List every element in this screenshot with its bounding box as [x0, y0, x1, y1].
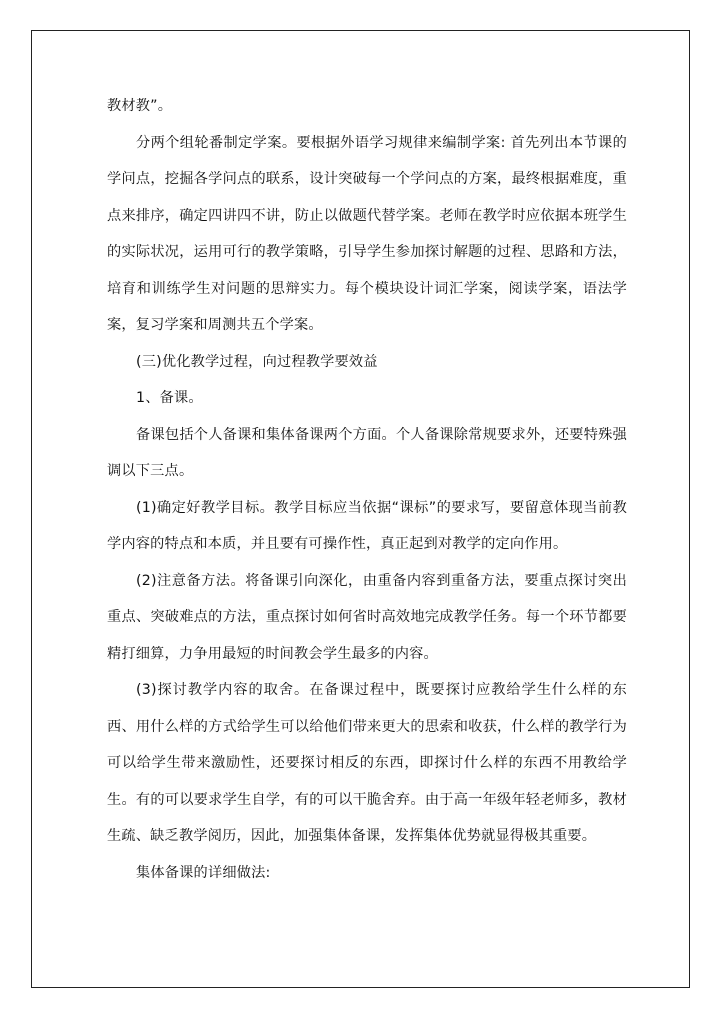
section-heading-optimize-teaching: (三)优化教学过程，向过程教学要效益	[136, 353, 378, 370]
paragraph-point-3-content: (3)探讨教学内容的取舍。在备课过程中，既要探讨应教给学生什么样的东西、用什么样的方式给学生可以给他们带来更大的思索和收获，什么样的教学行为可以给学生带来激励性，还要探讨相反的东西，即探讨什么样的东西不用教给学生。有的可以要求学生自学，有的可以干脆舍弃。由于高一年级年轻老师多，教材生疏、缺乏教学阅历，因此，加强集体备课，发挥集体优势就显得极其重要。	[107, 682, 627, 844]
paragraph-point-2-methods: (2)注意备方法。将备课引向深化，由重备内容到重备方法，要重点探讨突出重点、突破难点的方法，重点探讨如何省时高效地完成教学任务。每一个环节都要精打细算，力争用最短的时间教会学生最多的内容。	[107, 572, 627, 662]
subheading-lesson-prep: 1、备课。	[136, 390, 203, 406]
paragraph-collective-prep: 集体备课的详细做法:	[136, 864, 271, 881]
paragraph-study-plan: 分两个组轮番制定学案。要根据外语学习规律来编制学案: 首先列出本节课的学问点，挖掘各学问点的联系，设计突破每一个学问点的方案，最终根据难度，重点来排序，确定四讲四不讲，防止以做题代替学案。老师在教学时应依据本班学生的实际状况，运用可行的教学策略，引导学生参加探讨解题的过程、思路和方法，培育和训练学生对问题的思辩实力。每个模块设计词汇学案，阅读学案，语法学案，复习学案和周测共五个学案。	[107, 134, 627, 333]
paragraph-continuation: 教材教”。	[107, 98, 173, 114]
paragraph-point-1-goals: (1)确定好教学目标。教学目标应当依据“课标”的要求写，要留意体现当前教学内容的特点和本质，并且要有可操作性，真正起到对教学的定向作用。	[107, 499, 627, 552]
document-body	[107, 88, 627, 891]
paragraph-lesson-prep-intro: 备课包括个人备课和集体备课两个方面。个人备课除常规要求外，还要特殊强调以下三点。	[107, 426, 627, 479]
